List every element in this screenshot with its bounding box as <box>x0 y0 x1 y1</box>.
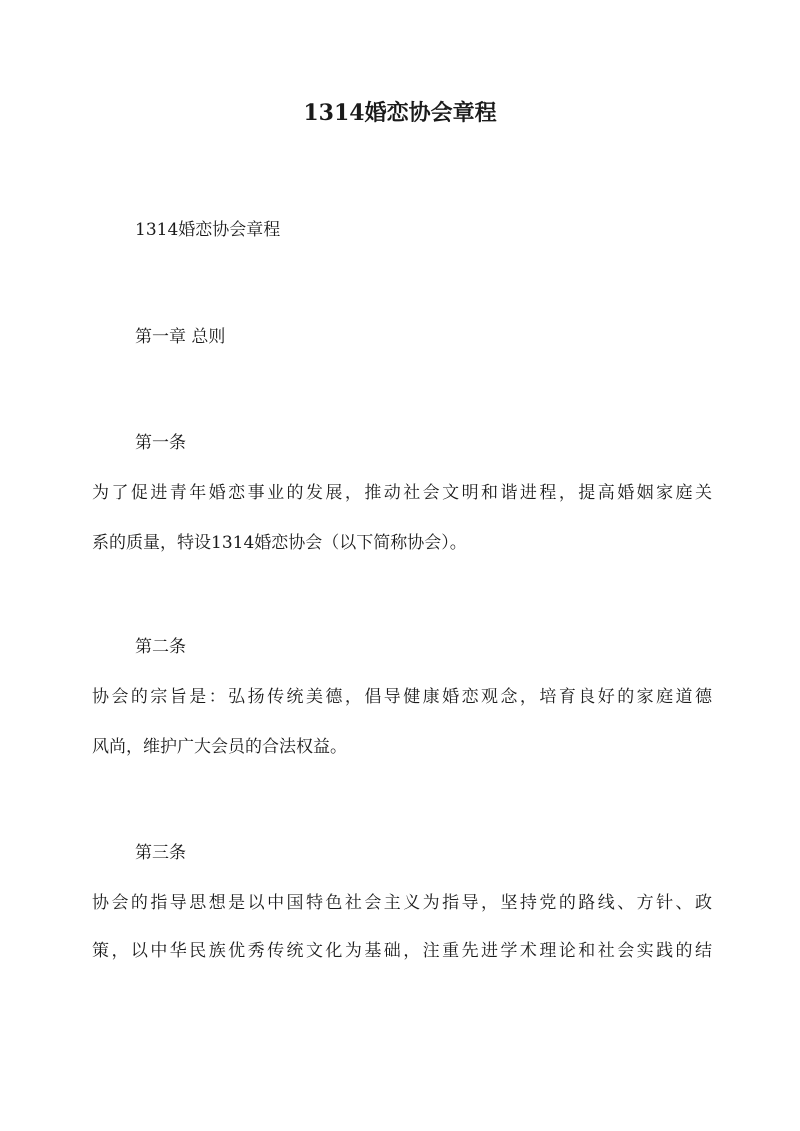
article-1-heading: 第一条 <box>135 433 186 453</box>
article-3-line-1: 协会的指导思想是以中国特色社会主义为指导，坚持党的路线、方针、政 <box>92 893 712 913</box>
article-2-heading: 第二条 <box>135 637 186 657</box>
article-1-line-2: 系的质量，特设1314婚恋协会（以下简称协会）。 <box>92 533 467 553</box>
document-subtitle: 1314婚恋协会章程 <box>135 220 281 240</box>
article-1-line-1: 为了促进青年婚恋事业的发展，推动社会文明和谐进程，提高婚姻家庭关 <box>92 483 712 503</box>
article-2-line-2: 风尚，维护广大会员的合法权益。 <box>92 737 347 757</box>
document-title: 1314婚恋协会章程 <box>303 100 497 126</box>
article-2-line-1: 协会的宗旨是：弘扬传统美德，倡导健康婚恋观念，培育良好的家庭道德 <box>92 687 712 707</box>
chapter-heading: 第一章 总则 <box>135 327 226 347</box>
article-3-heading: 第三条 <box>135 843 186 863</box>
article-3-line-2: 策，以中华民族优秀传统文化为基础，注重先进学术理论和社会实践的结 <box>92 941 712 961</box>
